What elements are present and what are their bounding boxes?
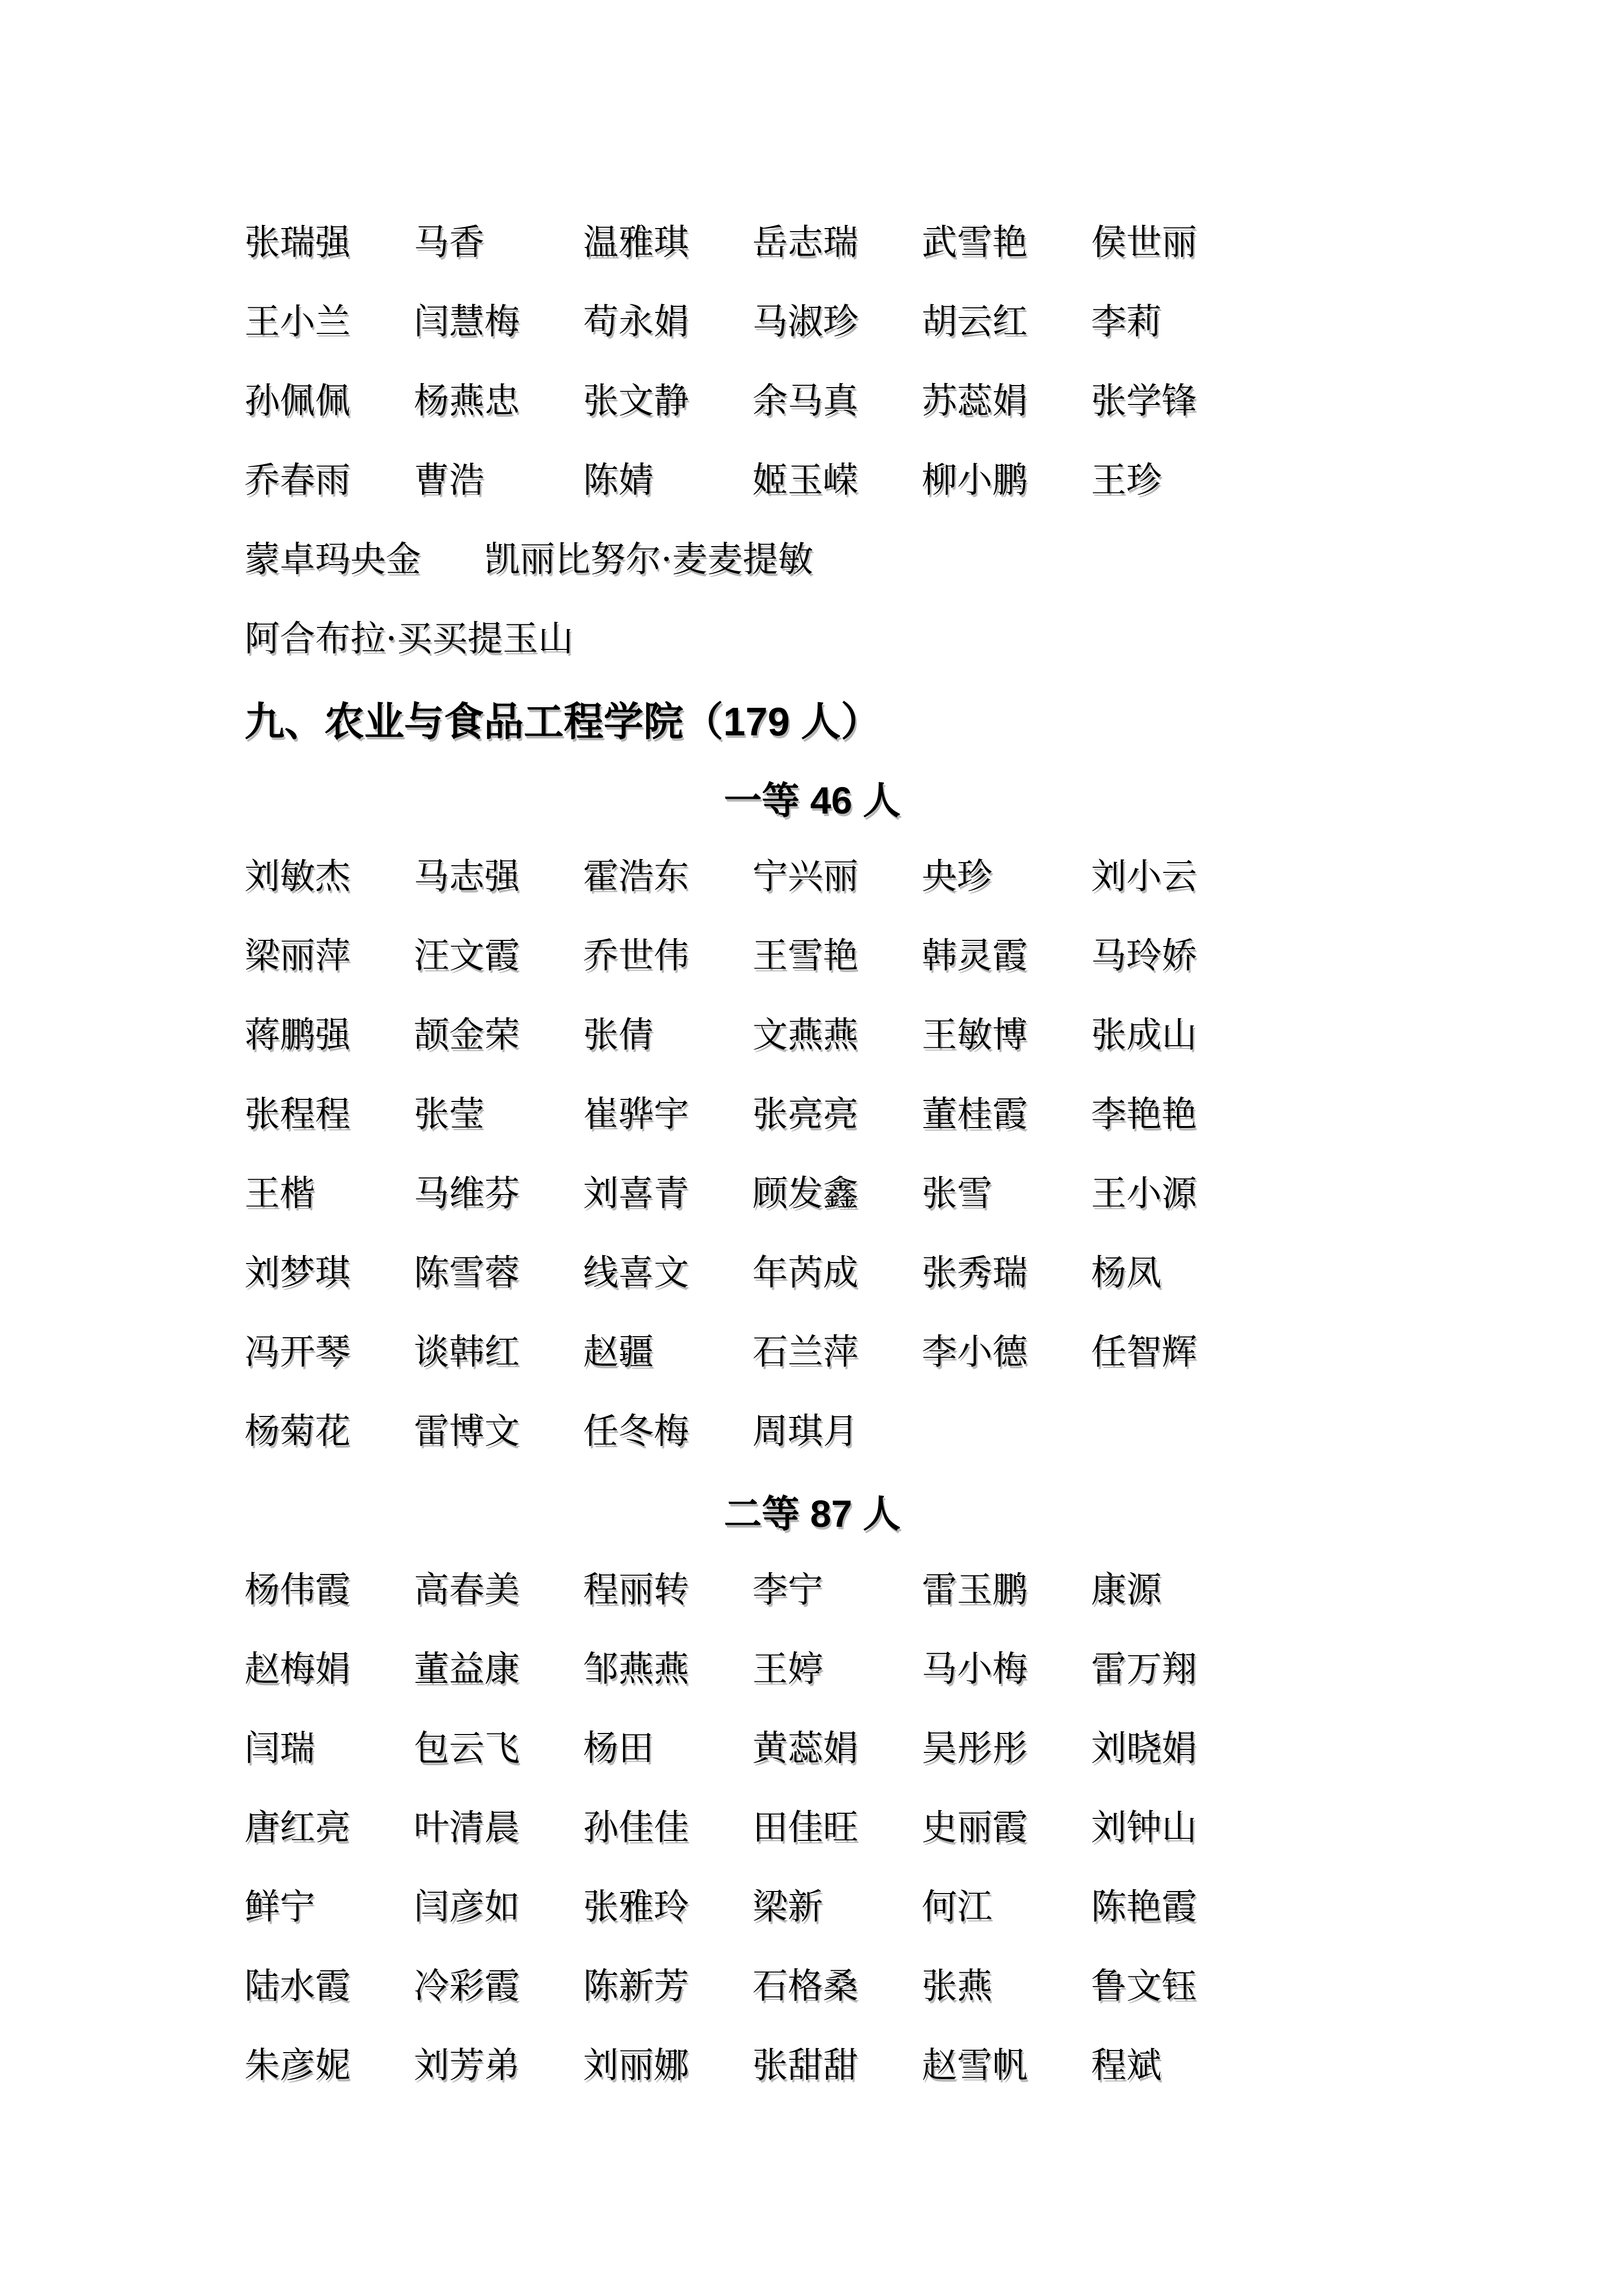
student-name: 杨凤 [1091, 1252, 1162, 1293]
student-name: 鲜宁 [244, 1886, 315, 1927]
student-name: 冷彩霞 [414, 1966, 520, 2007]
student-name: 柳小鹏 [922, 460, 1028, 501]
student-name: 叶清晨 [414, 1807, 520, 1848]
student-name: 蒋鹏强 [244, 1015, 350, 1055]
student-name: 凯丽比努尔·麦麦提敏 [484, 539, 813, 580]
student-name: 康源 [1091, 1569, 1162, 1610]
student-name: 乔世伟 [583, 935, 689, 976]
student-name: 杨菊花 [244, 1411, 350, 1452]
student-name: 刘梦琪 [244, 1252, 350, 1293]
student-name: 闫瑞 [244, 1728, 315, 1769]
student-name: 陈婧 [583, 460, 654, 501]
student-name: 马维芬 [414, 1173, 520, 1214]
names-block-tier2 [244, 1550, 1380, 2105]
name-row [244, 837, 1380, 916]
student-name: 王雪艳 [752, 935, 858, 976]
student-name: 孙佳佳 [583, 1807, 689, 1848]
student-name: 侯世丽 [1091, 222, 1197, 263]
tier1-heading: 一等 46 人 [724, 779, 901, 822]
student-name: 赵疆 [583, 1332, 654, 1372]
student-name: 央珍 [922, 856, 992, 897]
student-name: 刘钟山 [1091, 1807, 1197, 1848]
name-row [244, 1867, 1380, 1947]
student-name: 文燕燕 [752, 1015, 858, 1055]
student-name: 马小梅 [922, 1649, 1028, 1690]
student-name: 胡云红 [922, 301, 1028, 342]
name-row [244, 1392, 1380, 1471]
student-name: 杨田 [583, 1728, 654, 1769]
name-row [244, 1233, 1380, 1313]
student-name: 鲁文钰 [1091, 1966, 1197, 2007]
student-name: 雷玉鹏 [922, 1569, 1028, 1610]
student-name: 任智辉 [1091, 1332, 1197, 1372]
student-name: 雷万翔 [1091, 1649, 1197, 1690]
student-name: 石兰萍 [752, 1332, 858, 1372]
student-name: 陆水霞 [244, 1966, 350, 2007]
student-name: 姬玉嵘 [752, 460, 858, 501]
college-heading: 九、农业与食品工程学院（179 人） [244, 699, 881, 744]
name-row [244, 2026, 1380, 2105]
name-row [244, 1075, 1380, 1154]
student-name: 霍浩东 [583, 856, 689, 897]
student-name: 张雪 [922, 1173, 992, 1214]
student-name: 梁新 [752, 1886, 823, 1927]
student-name: 赵雪帆 [922, 2045, 1028, 2086]
name-row [244, 916, 1380, 996]
student-name: 武雪艳 [922, 222, 1028, 263]
student-name: 张甜甜 [752, 2045, 858, 2086]
student-name: 杨燕忠 [414, 380, 520, 421]
student-name: 乔春雨 [244, 460, 350, 501]
student-name: 闫彦如 [414, 1886, 520, 1927]
student-name: 李宁 [752, 1569, 823, 1610]
student-name: 杨伟霞 [244, 1569, 350, 1610]
student-name: 阿合布拉·买买提玉山 [244, 618, 573, 659]
student-name: 雷博文 [414, 1411, 520, 1452]
student-name: 刘喜青 [583, 1173, 689, 1214]
student-name: 苏蕊娟 [922, 380, 1028, 421]
student-name: 吴彤彤 [922, 1728, 1028, 1769]
student-name: 李艳艳 [1091, 1094, 1197, 1135]
student-name: 王珍 [1091, 460, 1162, 501]
student-name: 陈艳霞 [1091, 1886, 1197, 1927]
college-heading-row [244, 679, 1380, 758]
tier1-heading-row [244, 758, 1380, 837]
name-row [244, 1550, 1380, 1630]
student-name: 程丽转 [583, 1569, 689, 1610]
student-name: 程斌 [1091, 2045, 1162, 2086]
student-name: 张程程 [244, 1094, 350, 1135]
name-row [244, 520, 1380, 599]
student-name: 宁兴丽 [752, 856, 858, 897]
student-name: 董益康 [414, 1649, 520, 1690]
student-name: 陈雪蓉 [414, 1252, 520, 1293]
student-name: 年芮成 [752, 1252, 858, 1293]
student-name: 马淑珍 [752, 301, 858, 342]
student-name: 蒙卓玛央金 [244, 539, 421, 580]
student-name: 刘芳弟 [414, 2045, 520, 2086]
student-name: 王婷 [752, 1649, 823, 1690]
student-name: 马志强 [414, 856, 520, 897]
student-name: 张雅玲 [583, 1886, 689, 1927]
student-name: 王楷 [244, 1173, 315, 1214]
student-name: 高春美 [414, 1569, 520, 1610]
name-row [244, 1154, 1380, 1233]
student-name: 史丽霞 [922, 1807, 1028, 1848]
student-name: 张成山 [1091, 1015, 1197, 1055]
name-row [244, 1788, 1380, 1867]
student-name: 李小德 [922, 1332, 1028, 1372]
student-name: 张秀瑞 [922, 1252, 1028, 1293]
student-name: 刘晓娟 [1091, 1728, 1197, 1769]
student-name: 温雅琪 [583, 222, 689, 263]
student-name: 李莉 [1091, 301, 1162, 342]
student-name: 何江 [922, 1886, 992, 1927]
student-name: 王小源 [1091, 1173, 1197, 1214]
name-row [244, 441, 1380, 520]
student-name: 线喜文 [583, 1252, 689, 1293]
student-name: 余马真 [752, 380, 858, 421]
names-block-previous-tier [244, 203, 1380, 679]
student-name: 冯开琴 [244, 1332, 350, 1372]
tier2-heading: 二等 87 人 [724, 1492, 901, 1535]
student-name: 马香 [414, 222, 484, 263]
student-name: 汪文霞 [414, 935, 520, 976]
name-row [244, 1947, 1380, 2026]
tier2-heading-row [244, 1471, 1380, 1550]
student-name: 张亮亮 [752, 1094, 858, 1135]
name-row [244, 1630, 1380, 1709]
student-name: 曹浩 [414, 460, 484, 501]
student-name: 顾发鑫 [752, 1173, 858, 1214]
student-name: 王敏博 [922, 1015, 1028, 1055]
student-name: 崔骅宇 [583, 1094, 689, 1135]
student-name: 刘敏杰 [244, 856, 350, 897]
student-name: 张莹 [414, 1094, 484, 1135]
student-name: 张学锋 [1091, 380, 1197, 421]
student-name: 石格桑 [752, 1966, 858, 2007]
student-name: 张文静 [583, 380, 689, 421]
student-name: 任冬梅 [583, 1411, 689, 1452]
scholarship-name-list [244, 203, 1380, 2105]
student-name: 刘小云 [1091, 856, 1197, 897]
student-name: 周琪月 [752, 1411, 858, 1452]
student-name: 孙佩佩 [244, 380, 350, 421]
student-name: 张倩 [583, 1015, 654, 1055]
student-name: 王小兰 [244, 301, 350, 342]
student-name: 梁丽萍 [244, 935, 350, 976]
name-row [244, 282, 1380, 362]
student-name: 闫慧梅 [414, 301, 520, 342]
name-row [244, 362, 1380, 441]
student-name: 董桂霞 [922, 1094, 1028, 1135]
name-row [244, 996, 1380, 1075]
student-name: 包云飞 [414, 1728, 520, 1769]
name-row [244, 203, 1380, 282]
student-name: 张燕 [922, 1966, 992, 2007]
student-name: 谈韩红 [414, 1332, 520, 1372]
student-name: 田佳旺 [752, 1807, 858, 1848]
student-name: 赵梅娟 [244, 1649, 350, 1690]
name-row [244, 1313, 1380, 1392]
student-name: 邹燕燕 [583, 1649, 689, 1690]
student-name: 张瑞强 [244, 222, 350, 263]
student-name: 刘丽娜 [583, 2045, 689, 2086]
student-name: 岳志瑞 [752, 222, 858, 263]
student-name: 颉金荣 [414, 1015, 520, 1055]
student-name: 苟永娟 [583, 301, 689, 342]
name-row [244, 599, 1380, 679]
student-name: 黄蕊娟 [752, 1728, 858, 1769]
name-row [244, 1709, 1380, 1788]
student-name: 马玲娇 [1091, 935, 1197, 976]
student-name: 朱彦妮 [244, 2045, 350, 2086]
student-name: 唐红亮 [244, 1807, 350, 1848]
names-block-tier1 [244, 837, 1380, 1471]
student-name: 陈新芳 [583, 1966, 689, 2007]
student-name: 韩灵霞 [922, 935, 1028, 976]
